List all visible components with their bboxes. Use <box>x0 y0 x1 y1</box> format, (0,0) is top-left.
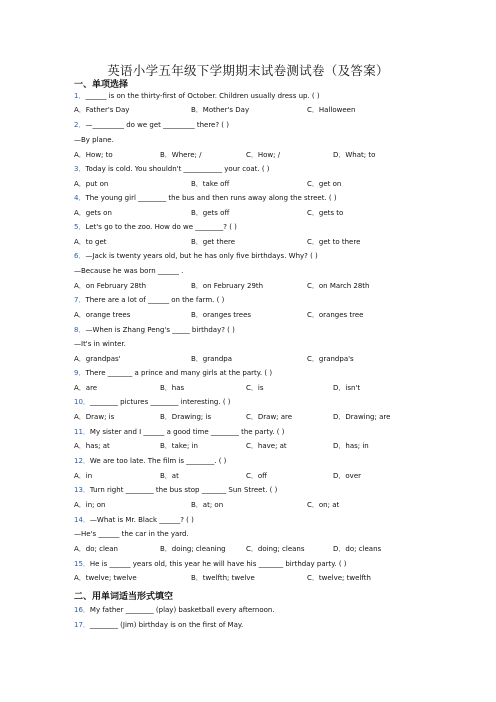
question-12 <box>74 457 226 466</box>
question-5 <box>74 223 237 232</box>
option-b: B．Mother's Day <box>191 106 250 114</box>
option-c: C．oranges tree <box>307 311 364 319</box>
question-number: 13． <box>74 486 90 494</box>
option-c: C．How; / <box>246 151 281 159</box>
question-text: ______ is on the thirty-first of October. Children usually dress up. ( ) <box>85 92 320 100</box>
option-a: A．to get <box>74 238 107 246</box>
question-number: 11． <box>74 428 90 436</box>
question-3 <box>74 165 270 174</box>
question-10 <box>74 398 231 407</box>
option-b: B．take; in <box>160 442 198 450</box>
option-b: B．has <box>160 384 185 392</box>
question-number: 1． <box>74 92 86 100</box>
option-c: C．Halloween <box>307 106 356 114</box>
question-11 <box>74 428 284 437</box>
option-a: A．on February 28th <box>74 282 147 290</box>
question-number: 4． <box>74 194 86 202</box>
question-text: —What is Mr. Black ______? ( ) <box>89 516 194 524</box>
option-b: B．Where; / <box>160 151 202 159</box>
question-number: 6． <box>74 252 86 260</box>
option-c: C．on March 28th <box>307 282 370 290</box>
question-17 <box>74 621 243 630</box>
option-a: A．Father's Day <box>74 106 130 114</box>
option-d: D．do; cleans <box>333 545 382 553</box>
question-9 <box>74 369 272 378</box>
question-8-answer: —It's in winter. <box>74 340 126 348</box>
option-c: C．get on <box>307 180 342 188</box>
question-text: There _______ a prince and many girls at the party. ( ) <box>85 369 273 377</box>
question-text: My father ________ (play) basketball every afternoon. <box>89 606 275 614</box>
question-13 <box>74 486 277 495</box>
option-a: A．grandpas' <box>74 355 121 363</box>
question-text: Turn right ________ the bus stop _______ Sun Street. ( ) <box>89 486 278 494</box>
option-b: B．grandpa <box>191 355 233 363</box>
question-number: 16． <box>74 606 90 614</box>
question-1 <box>74 92 320 101</box>
question-number: 7． <box>74 296 86 304</box>
option-d: D．Drawing; are <box>333 413 391 421</box>
question-number: 12． <box>74 457 90 465</box>
option-a: A．orange trees <box>74 311 131 319</box>
option-b: B．on February 29th <box>191 282 264 290</box>
option-b: B．get there <box>191 238 236 246</box>
option-d: D．has; in <box>333 442 369 450</box>
option-a: A．How; to <box>74 151 113 159</box>
option-a: A．put on <box>74 180 109 188</box>
option-a: A．twelve; twelve <box>74 574 137 582</box>
question-6 <box>74 252 318 261</box>
option-b: B．gets off <box>191 209 230 217</box>
question-text: He is ______ years old, this year he will have his _______ birthday party. ( ) <box>89 560 347 568</box>
option-a: A．are <box>74 384 98 392</box>
option-a: A．Draw; is <box>74 413 115 421</box>
option-c: C．doing; cleans <box>246 545 305 553</box>
question-text: —When is Zhang Peng's _____ birthday? ( ) <box>85 326 235 334</box>
question-7 <box>74 296 224 305</box>
option-b: B．doing; cleaning <box>160 545 226 553</box>
option-c: C．on; at <box>307 501 340 509</box>
question-number: 14． <box>74 516 90 524</box>
question-text: There are a lot of ______ on the farm. ( ) <box>85 296 225 304</box>
question-number: 15． <box>74 560 90 568</box>
question-text: Let's go to the zoo. How do we ________? ( ) <box>85 223 237 231</box>
option-c: C．get to there <box>307 238 361 246</box>
question-text: Today is cold. You shouldn't ___________ your coat. ( ) <box>85 165 270 173</box>
question-number: 9． <box>74 369 86 377</box>
question-16 <box>74 606 275 615</box>
section-heading-1: 一、单项选择 <box>74 80 129 90</box>
option-b: B．at <box>160 472 179 480</box>
option-b: B．at; on <box>191 501 224 509</box>
option-b: B．Drawing; is <box>160 413 212 421</box>
question-text: ________ pictures ________ interesting. ( ) <box>89 398 231 406</box>
option-a: A．gets on <box>74 209 112 217</box>
option-b: B．oranges trees <box>191 311 252 319</box>
option-c: C．off <box>246 472 267 480</box>
section-heading-2: 二、用单词适当形式填空 <box>74 592 174 602</box>
question-number: 8． <box>74 326 86 334</box>
question-8 <box>74 326 235 335</box>
question-15 <box>74 560 347 569</box>
question-text: ________ (Jim) birthday is on the first of May. <box>89 621 244 629</box>
question-14 <box>74 516 194 525</box>
question-text: —Jack is twenty years old, but he has only five birthdays. Why? ( ) <box>85 252 318 260</box>
question-14-answer: —He's ______ the car in the yard. <box>74 530 189 538</box>
option-c: C．have; at <box>246 442 287 450</box>
option-c: C．grandpa's <box>307 355 354 363</box>
page-title: 英语小学五年级下学期期末试卷测试卷（及答案） <box>107 63 389 78</box>
option-d: D．over <box>333 472 361 480</box>
option-b: B．take off <box>191 180 230 188</box>
question-text: My sister and I ______ a good time ________ the party. ( ) <box>89 428 285 436</box>
question-6-answer: —Because he was born ______ . <box>74 267 184 275</box>
question-4 <box>74 194 337 203</box>
question-text: The young girl ________ the bus and then runs away along the street. ( ) <box>85 194 337 202</box>
question-text: —_________ do we get _________ there? ( ) <box>85 121 229 129</box>
question-number: 17． <box>74 621 90 629</box>
question-text: We are too late. The film is ________. ( ) <box>89 457 227 465</box>
question-number: 2． <box>74 121 86 129</box>
question-number: 10． <box>74 398 90 406</box>
option-d: D．What; to <box>333 151 376 159</box>
option-d: D．isn't <box>333 384 361 392</box>
option-a: A．in <box>74 472 93 480</box>
question-2 <box>74 121 229 130</box>
option-a: A．in; on <box>74 501 106 509</box>
option-c: C．twelve; twelfth <box>307 574 371 582</box>
option-b: B．twelfth; twelve <box>191 574 255 582</box>
option-c: C．Draw; are <box>246 413 293 421</box>
question-number: 5． <box>74 223 86 231</box>
question-number: 3． <box>74 165 86 173</box>
option-a: A．has; at <box>74 442 110 450</box>
question-2-answer: —By plane. <box>74 136 114 144</box>
option-c: C．is <box>246 384 264 392</box>
option-c: C．gets to <box>307 209 344 217</box>
option-a: A．do; clean <box>74 545 118 553</box>
